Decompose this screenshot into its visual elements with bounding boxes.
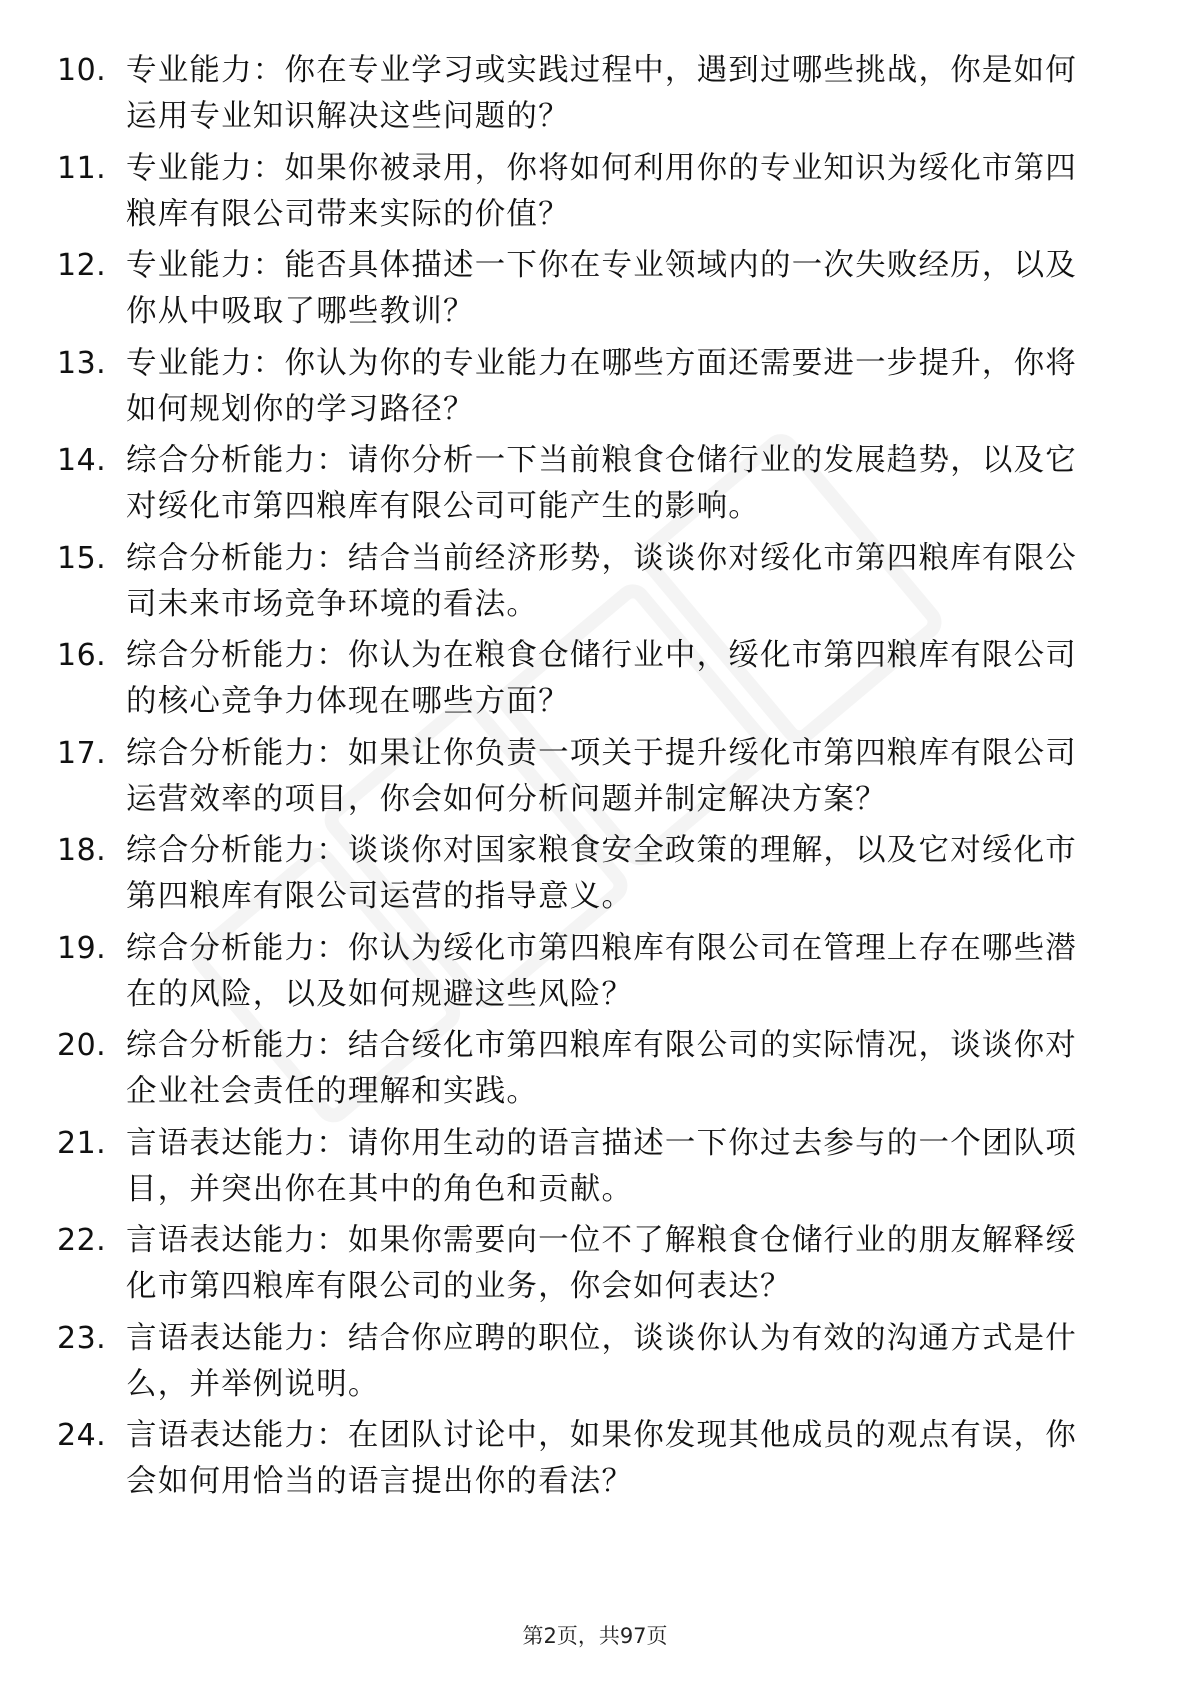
- page-footer: 第2页，共97页: [522, 1624, 668, 1648]
- question-item: [0, 1316, 1190, 1414]
- question-number: 21.: [57, 1125, 107, 1161]
- question-text: 综合分析能力：谈谈你对国家粮食安全政策的理解，以及它对绥化市第四粮库有限公司运营的指导意义。: [126, 833, 1077, 914]
- question-number: 18.: [57, 833, 107, 868]
- question-item: [0, 1413, 1190, 1511]
- question-text: 综合分析能力：请你分析一下当前粮食仓储行业的发展趋势，以及它对绥化市第四粮库有限公司可能产生的影响。: [126, 443, 1077, 524]
- question-item: [0, 536, 1190, 634]
- question-text: 专业能力：如果你被录用，你将如何利用你的专业知识为绥化市第四粮库有限公司带来实际的价值？: [126, 150, 1077, 232]
- question-number: 16.: [57, 638, 107, 673]
- question-number: 23.: [57, 1320, 107, 1356]
- question-number: 17.: [57, 735, 107, 771]
- question-number: 24.: [57, 1418, 107, 1453]
- question-item: [0, 1218, 1190, 1316]
- question-item: [0, 731, 1190, 829]
- question-item: [0, 1023, 1190, 1121]
- question-number: 19.: [57, 930, 107, 966]
- question-number: 22.: [57, 1223, 107, 1258]
- question-item: [0, 48, 1190, 146]
- question-list: [0, 48, 1190, 1511]
- question-text: 综合分析能力：你认为在粮食仓储行业中，绥化市第四粮库有限公司的核心竞争力体现在哪些方面？: [126, 638, 1077, 719]
- question-text: 综合分析能力：结合绥化市第四粮库有限公司的实际情况，谈谈你对企业社会责任的理解和实践。: [126, 1028, 1077, 1109]
- question-text: 言语表达能力：请你用生动的语言描述一下你过去参与的一个团队项目，并突出你在其中的角色和贡献。: [126, 1125, 1077, 1207]
- question-text: 专业能力：你认为你的专业能力在哪些方面还需要进一步提升，你将如何规划你的学习路径？: [126, 345, 1077, 427]
- question-item: [0, 828, 1190, 926]
- question-number: 10.: [57, 53, 107, 88]
- question-item: [0, 1121, 1190, 1219]
- question-number: 13.: [57, 345, 107, 381]
- question-text: 综合分析能力：结合当前经济形势，谈谈你对绥化市第四粮库有限公司未来市场竞争环境的看法。: [126, 540, 1077, 622]
- question-item: [0, 341, 1190, 439]
- question-number: 14.: [57, 443, 107, 478]
- question-text: 专业能力：能否具体描述一下你在专业领域内的一次失败经历，以及你从中吸取了哪些教训？: [126, 248, 1077, 329]
- question-number: 12.: [57, 248, 107, 283]
- question-item: [0, 243, 1190, 341]
- question-item: [0, 633, 1190, 731]
- question-text: 专业能力：你在专业学习或实践过程中，遇到过哪些挑战，你是如何运用专业知识解决这些问题的？: [126, 53, 1077, 134]
- question-text: 言语表达能力：结合你应聘的职位，谈谈你认为有效的沟通方式是什么，并举例说明。: [126, 1320, 1077, 1402]
- question-item: [0, 926, 1190, 1024]
- question-item: [0, 146, 1190, 244]
- question-text: 言语表达能力：在团队讨论中，如果你发现其他成员的观点有误，你会如何用恰当的语言提出你的看法？: [126, 1418, 1077, 1499]
- question-number: 20.: [57, 1028, 107, 1063]
- question-number: 11.: [57, 150, 107, 186]
- question-number: 15.: [57, 540, 107, 576]
- question-item: [0, 438, 1190, 536]
- question-text: 言语表达能力：如果你需要向一位不了解粮食仓储行业的朋友解释绥化市第四粮库有限公司的业务，你会如何表达？: [126, 1223, 1077, 1304]
- question-text: 综合分析能力：如果让你负责一项关于提升绥化市第四粮库有限公司运营效率的项目，你会如何分析问题并制定解决方案？: [126, 735, 1077, 817]
- question-text: 综合分析能力：你认为绥化市第四粮库有限公司在管理上存在哪些潜在的风险，以及如何规避这些风险？: [126, 930, 1077, 1012]
